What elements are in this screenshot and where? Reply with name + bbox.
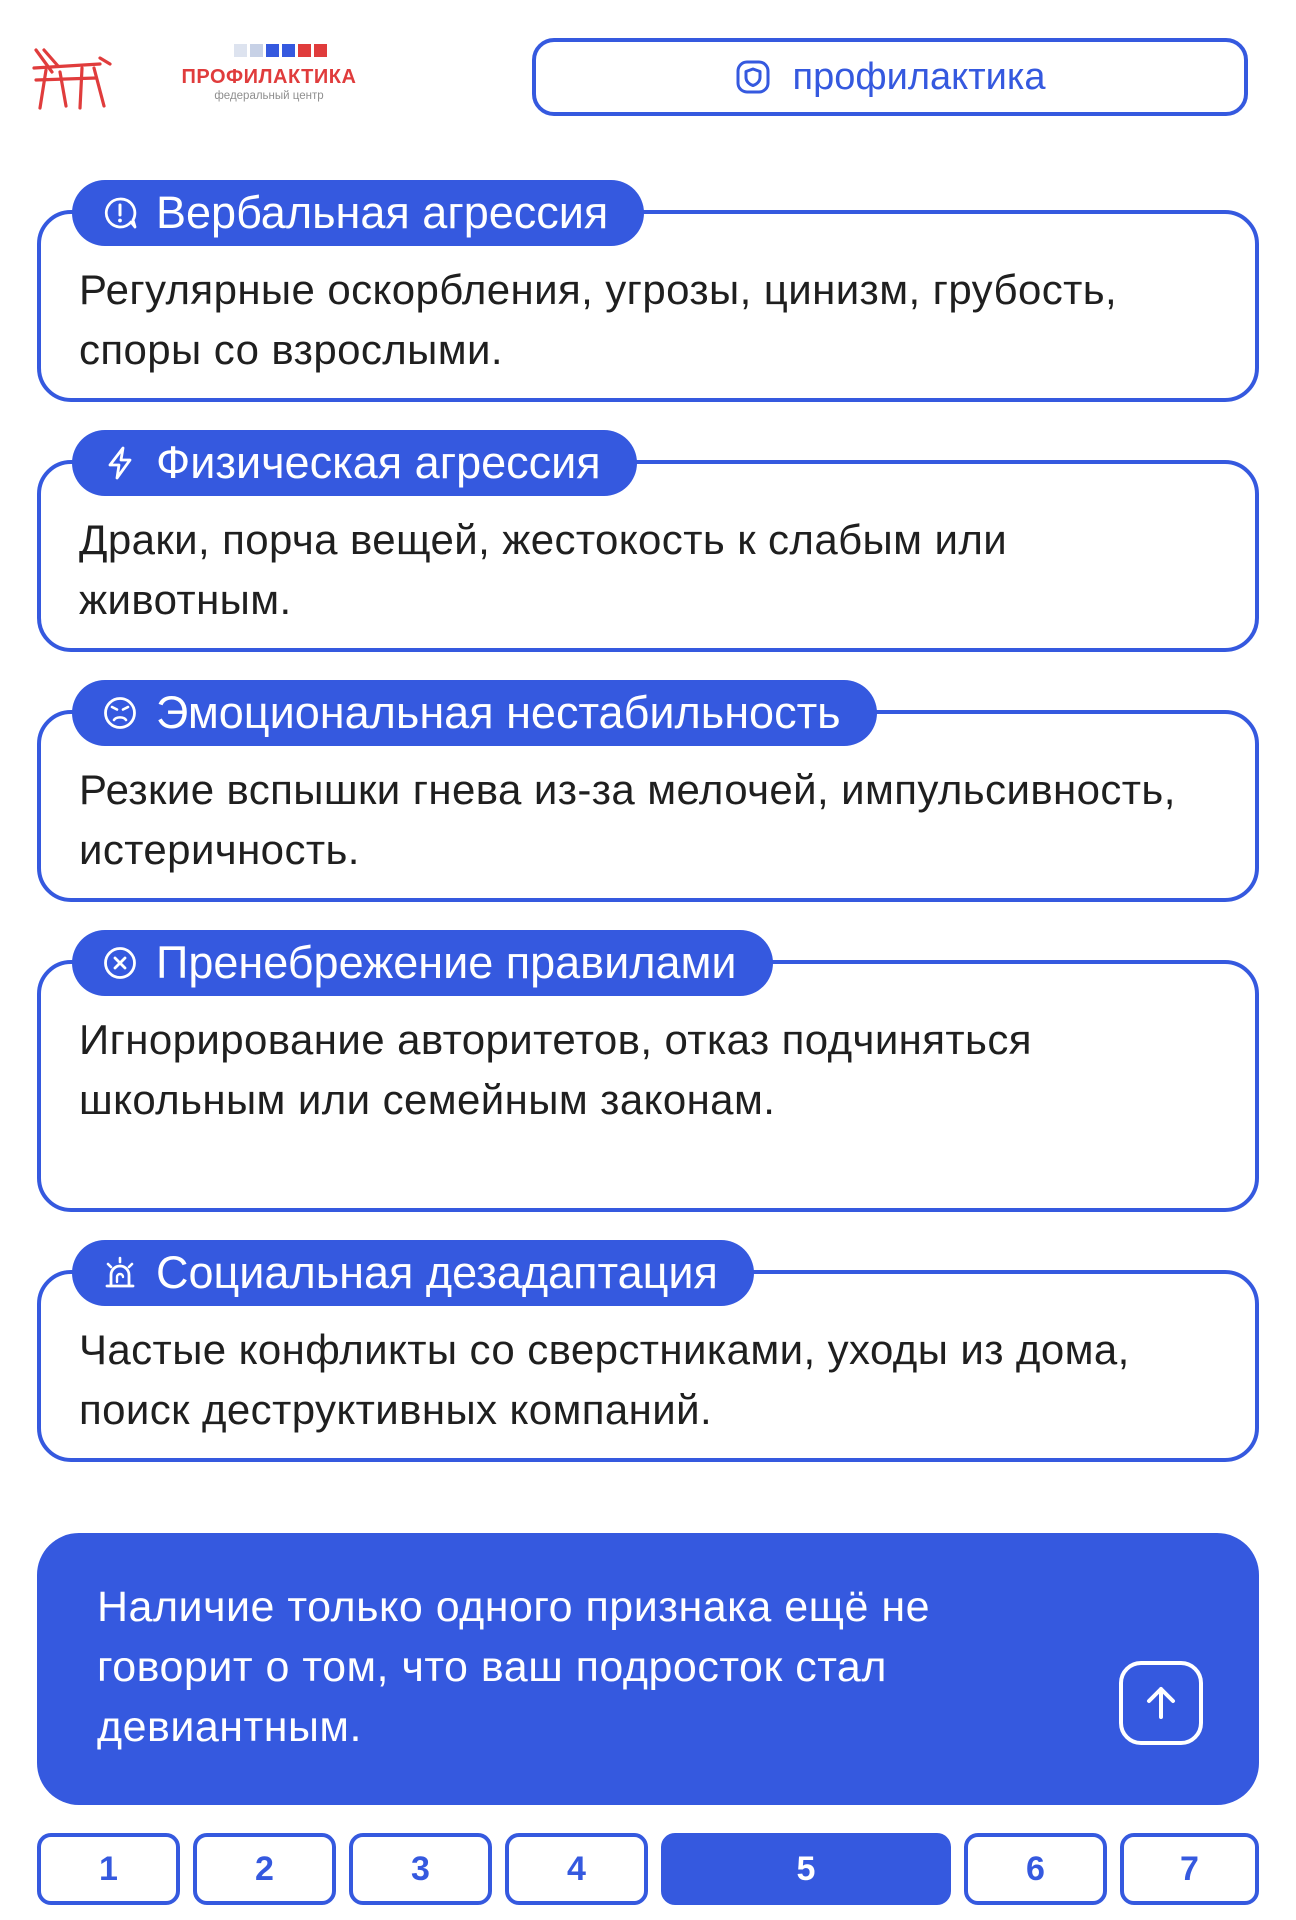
instagram-icon — [735, 59, 771, 95]
brand-name: ПРОФИЛАКТИКА — [181, 66, 357, 88]
sign-title-text: Социальная дезадаптация — [156, 1247, 718, 1298]
cross-circle-icon — [102, 945, 138, 981]
flag-stripes — [186, 44, 374, 57]
angry-face-icon — [102, 695, 138, 731]
page-button-1[interactable]: 1 — [37, 1833, 180, 1905]
exclamation-bubble-icon — [102, 195, 138, 231]
flag-cell — [266, 44, 279, 57]
chair-logo-icon — [30, 44, 112, 114]
flag-cell — [234, 44, 247, 57]
sign-description: Резкие вспышки гнева из-за мелочей, импульсивность, истеричность. — [79, 766, 1176, 873]
info-note — [37, 1533, 1259, 1805]
sign-title-verbal — [72, 180, 644, 246]
pagination — [37, 1833, 1259, 1905]
sign-title-rules — [72, 930, 773, 996]
page-button-7[interactable]: 7 — [1120, 1833, 1259, 1905]
page-button-6[interactable]: 6 — [964, 1833, 1107, 1905]
arrow-up-icon — [1139, 1681, 1183, 1725]
alarm-light-icon — [102, 1255, 138, 1291]
page-button-2[interactable]: 2 — [193, 1833, 336, 1905]
flag-cell — [250, 44, 263, 57]
header — [0, 0, 1296, 150]
sign-title-text: Вербальная агрессия — [156, 187, 609, 238]
sign-description: Частые конфликты со сверстниками, уходы из дома, поиск деструктивных компаний. — [79, 1326, 1130, 1433]
sign-description: Драки, порча вещей, жестокость к слабым или животным. — [79, 516, 1008, 623]
page-button-5-active[interactable]: 5 — [661, 1833, 951, 1905]
sign-description: Регулярные оскорбления, угрозы, цинизм, грубость, споры со взрослыми. — [79, 266, 1118, 373]
sign-description: Игнорирование авторитетов, отказ подчиняться школьным или семейным законам. — [79, 1016, 1032, 1123]
sign-title-social — [72, 1240, 754, 1306]
sign-title-emotional — [72, 680, 877, 746]
scroll-up-button[interactable] — [1119, 1661, 1203, 1745]
flag-cell — [282, 44, 295, 57]
page-button-4[interactable]: 4 — [505, 1833, 648, 1905]
brand-logo — [164, 44, 374, 114]
handle-text: профилактика — [792, 55, 1046, 98]
sign-title-text: Пренебрежение правилами — [156, 937, 737, 988]
sign-title-text: Физическая агрессия — [156, 437, 601, 488]
instagram-handle-button[interactable] — [532, 38, 1248, 116]
lightning-icon — [102, 445, 138, 481]
flag-cell — [314, 44, 327, 57]
sign-title-text: Эмоциональная нестабильность — [156, 687, 841, 738]
page-button-3[interactable]: 3 — [349, 1833, 492, 1905]
note-text: Наличие только одного признака ещё не говорит о том, что ваш подросток стал девиантным. — [97, 1583, 931, 1751]
sign-title-physical — [72, 430, 637, 496]
brand-subtitle: федеральный центр — [214, 90, 324, 102]
flag-cell — [298, 44, 311, 57]
